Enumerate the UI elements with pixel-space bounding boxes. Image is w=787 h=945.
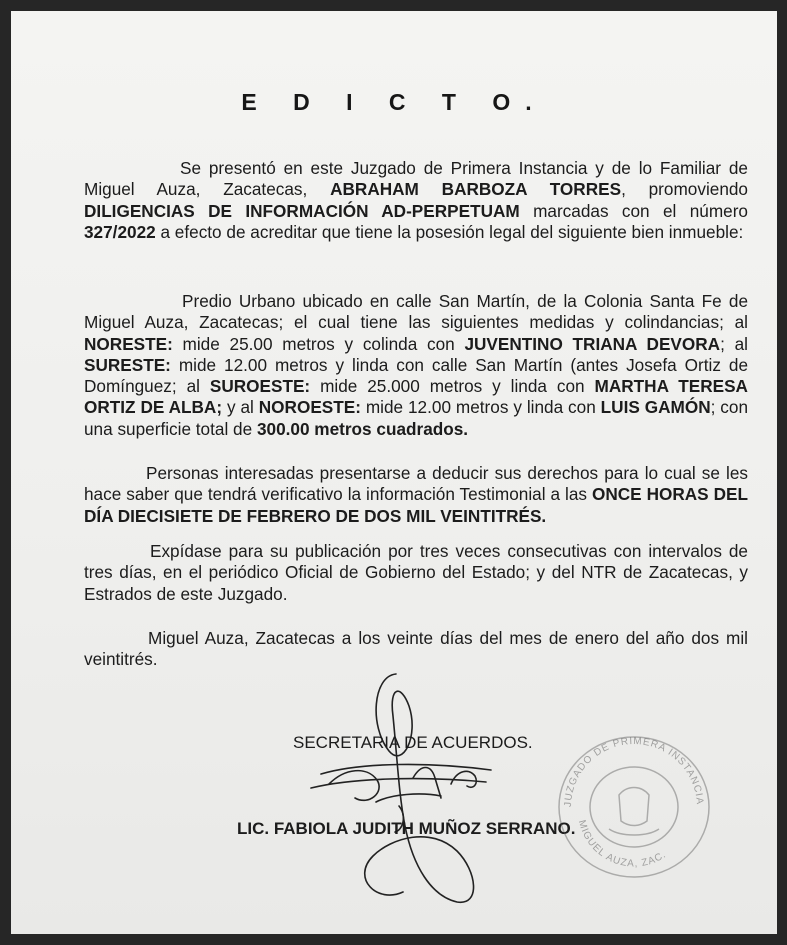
text-run: Se presentó en este Juzgado de Primera Instancia y de lo Familiar de Miguel Auza, Zacatecas,	[84, 158, 748, 200]
text-run: mide 12.00 metros y linda con calle San Martín (antes Josefa Ortiz de Domínguez; al	[84, 354, 748, 397]
direction-label: SURESTE:	[84, 354, 171, 375]
direction-label: NORESTE:	[84, 333, 173, 354]
text-run: Expídase para su publicación por tres veces consecutivas con intervalos de tres días, en el periódico Oficial de Gobierno del Estado; y del NTR de Zacatecas, y Estrados de este Juzgado.	[84, 541, 748, 604]
direction-label: NOROESTE:	[258, 397, 361, 418]
text-run: mide 12.00 metros y linda con	[360, 397, 601, 418]
seal-top-text: JUZGADO DE PRIMERA INSTANCIA	[562, 735, 706, 808]
text-run: Predio Urbano ubicado en calle San Martín, de la Colonia Santa Fe de Miguel Auza, Zacatecas; el cual tiene las siguientes medidas y colindancias; al	[84, 291, 748, 333]
paragraph-property	[84, 291, 748, 440]
text-run: a efecto de acreditar que tiene la posesión legal del siguiente bien inmueble:	[155, 221, 744, 242]
text-run: mide 25.00 metros y colinda con	[172, 333, 465, 354]
text-run: ; al	[720, 333, 748, 354]
diligencias-label: DILIGENCIAS DE INFORMACIÓN AD-PERPETUAM	[84, 200, 520, 221]
text-run: Miguel Auza, Zacatecas a los veinte días del mes de enero del año dos mil veintitrés.	[84, 628, 748, 670]
text-run: mide 25.000 metros y linda con	[310, 376, 595, 397]
court-seal-stamp	[549, 729, 719, 884]
paragraph-hearing	[84, 463, 748, 527]
paragraph-date-place	[84, 628, 748, 671]
neighbor-name: JUVENTINO TRIANA DEVORA	[464, 333, 721, 354]
handwritten-signature	[281, 666, 521, 926]
paragraph-presentation	[84, 158, 748, 243]
text-run: Personas interesadas presentarse a deducir sus derechos para lo cual se les hace saber que tendrá verificativo la información Testimonial a las	[84, 463, 748, 505]
text-run: ; con una superficie total de	[84, 397, 748, 439]
surface-total: 300.00 metros cuadrados.	[256, 418, 469, 439]
hearing-datetime: ONCE HORAS DEL DÍA DIECISIETE DE FEBRERO DE DOS MIL VEINTITRÉS.	[84, 484, 748, 526]
seal-bottom-text: MIGUEL AUZA, ZAC.	[575, 818, 669, 870]
text-run: marcadas con el número	[519, 200, 748, 221]
text-run: y al	[222, 397, 259, 418]
document-page	[11, 11, 777, 934]
neighbor-name: MARTHA TERESA ORTIZ DE ALBA;	[84, 376, 748, 418]
paragraph-publication	[84, 541, 748, 605]
secretaria-label: SECRETARIA DE ACUERDOS.	[293, 733, 533, 752]
signatory-name: LIC. FABIOLA JUDITH MUÑOZ SERRANO.	[237, 819, 576, 838]
neighbor-name: LUIS GAMÓN	[600, 397, 711, 418]
svg-text:JUZGADO DE PRIMERA INSTANCIA	[563, 736, 705, 807]
svg-text:MIGUEL AUZA, ZAC.	[576, 819, 669, 870]
case-number: 327/2022	[84, 221, 156, 242]
text-run: , promoviendo	[621, 179, 748, 200]
direction-label: SUROESTE:	[209, 376, 311, 397]
document-title: E D I C T O.	[241, 89, 547, 115]
promovente-name: ABRAHAM BARBOZA TORRES	[330, 179, 622, 200]
